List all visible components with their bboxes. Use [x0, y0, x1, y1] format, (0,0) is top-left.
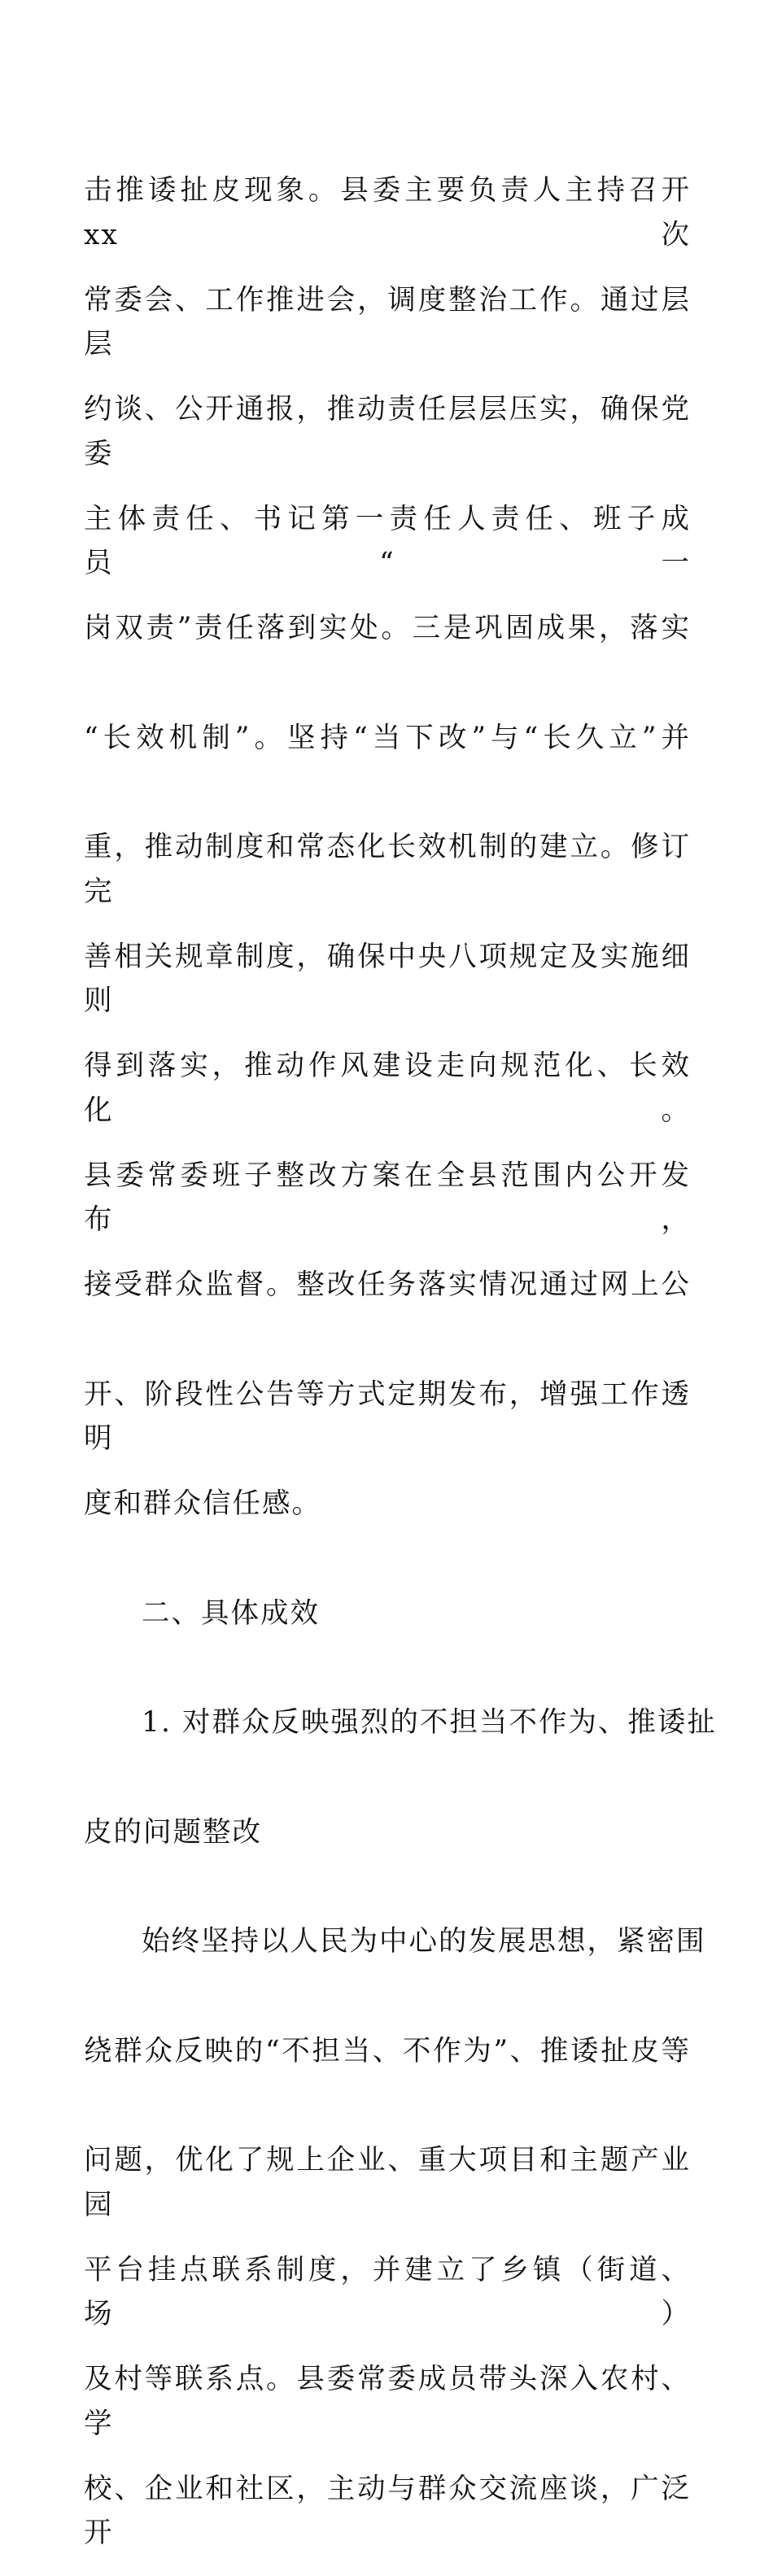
text-line: 始终坚持以人民为中心的发展思想，紧密围	[142, 1925, 706, 1958]
text-line: 岗双责”责任落到实处。三是巩固成果，落实	[84, 612, 691, 644]
text-line: 击推诿扯皮现象。县委主要负责人主持召开 xx 次	[84, 174, 691, 251]
text-line: “长效机制”。坚持“当下改”与“长久立”并	[84, 721, 691, 754]
text-line: 常委会、工作推进会，调度整治工作。通过层层	[84, 283, 691, 360]
text-line: 度和群众信任感。	[84, 1487, 321, 1520]
text-line: 校、企业和社区，主动与群众交流座谈，广泛开	[84, 2472, 691, 2549]
text-line: 绕群众反映的“不担当、不作为”、推诿扯皮等	[84, 2034, 691, 2067]
text-line: 善相关规章制度，确保中央八项规定及实施细则	[84, 940, 691, 1017]
text-line: 开、阶段性公告等方式定期发布，增强工作透明	[84, 1378, 691, 1455]
text-line: 得到落实，推动作风建设走向规范化、长效化。	[84, 1050, 691, 1127]
text-line: 县委常委班子整改方案在全县范围内公开发布，	[84, 1159, 691, 1236]
body-text	[84, 103, 717, 2576]
section-heading: 二、具体成效	[142, 1596, 320, 1630]
text-line: 约谈、公开通报，推动责任层层压实，确保党委	[84, 393, 691, 470]
text-line: 及村等联系点。县委常委成员带头深入农村、学	[84, 2363, 691, 2440]
text-line: 接受群众监督。整改任务落实情况通过网上公	[84, 1268, 691, 1301]
text-line: 平台挂点联系制度，并建立了乡镇（街道、场）	[84, 2253, 691, 2330]
text-line: 重，推动制度和常态化长效机制的建立。修订完	[84, 831, 691, 908]
subsection-heading: 1. 对群众反映强烈的不担当不作为、推诿扯	[142, 1706, 717, 1739]
subsection-heading-continued: 皮的问题整改	[84, 1815, 262, 1849]
text-line: 主体责任、书记第一责任人责任、班子成员“一	[84, 502, 691, 579]
text-line: 问题，优化了规上企业、重大项目和主题产业园	[84, 2144, 691, 2221]
